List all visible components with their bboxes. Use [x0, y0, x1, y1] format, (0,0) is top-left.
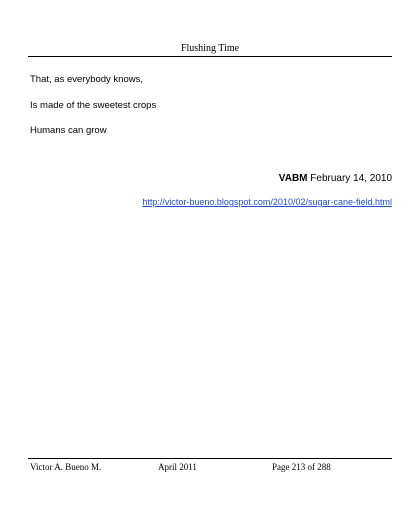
signature-line	[279, 173, 392, 184]
footer-date: April 2011	[158, 462, 197, 472]
poem-line-3: Humans can grow	[30, 125, 107, 136]
source-link[interactable]: http://victor-bueno.blogspot.com/2010/02/sugar-cane-field.html	[142, 197, 392, 207]
footer-divider	[28, 458, 392, 459]
signature-date: February 14, 2010	[310, 173, 392, 184]
poem-line-1: That, as everybody knows,	[30, 74, 143, 85]
footer-page-number: Page 213 of 288	[272, 462, 331, 472]
poem-line-2: Is made of the sweetest crops	[30, 100, 157, 111]
footer-author: Victor A. Bueno M.	[30, 462, 102, 472]
page-header-title: Flushing Time	[180, 43, 240, 54]
header-divider	[28, 56, 392, 57]
signature-initials: VABM	[278, 173, 308, 184]
